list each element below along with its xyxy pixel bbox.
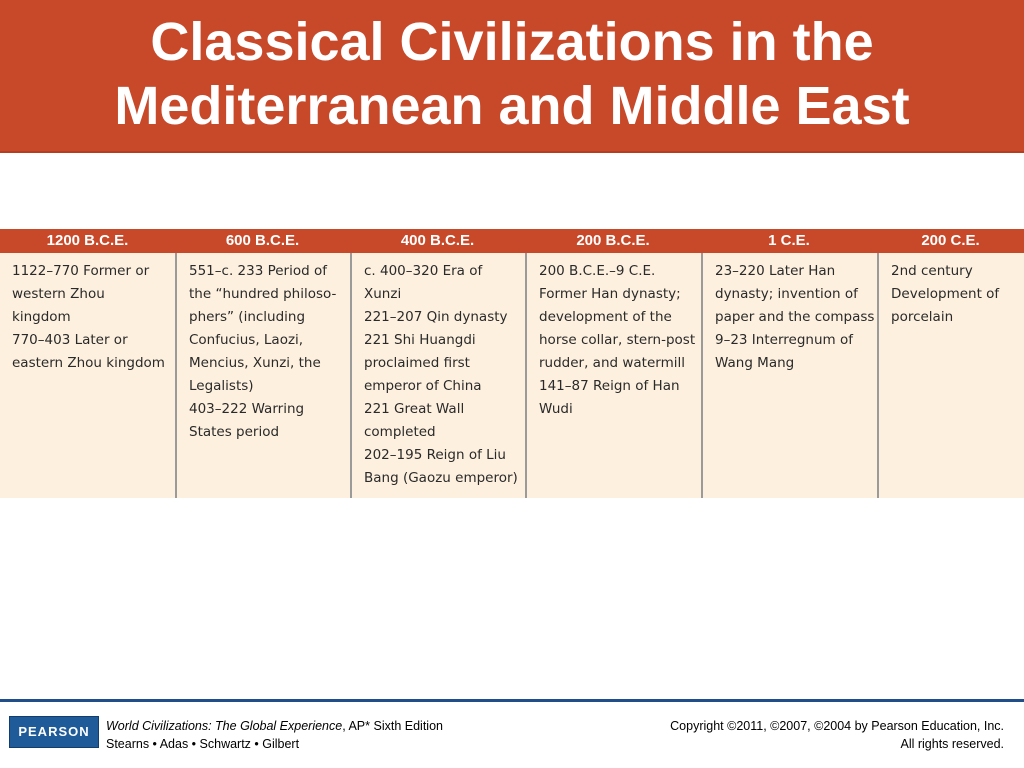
timeline-entry: 23–220 Later Han <box>715 263 836 279</box>
timeline-entry: 221–207 Qin dynasty <box>364 309 508 325</box>
timeline-entry: 141–87 Reign of Han <box>539 378 680 394</box>
timeline-entry: Confucius, Laozi, <box>189 332 304 348</box>
timeline-entry: rudder, and watermill <box>539 355 686 371</box>
footer-edition: , AP* Sixth Edition <box>342 719 443 733</box>
footer-divider <box>0 699 1024 702</box>
timeline-entry: phers” (including <box>189 309 306 325</box>
timeline-entry: eastern Zhou kingdom <box>12 355 165 371</box>
timeline-entry: Wang Mang <box>715 355 795 371</box>
timeline-entry: Bang (Gaozu emperor) <box>364 470 518 486</box>
pearson-logo: PEARSON <box>9 716 99 748</box>
timeline-entry: horse collar, stern-post <box>539 332 696 348</box>
timeline-header-600-bce: 600 B.C.E. <box>225 232 300 249</box>
timeline-entry: 9–23 Interregnum of <box>715 332 853 348</box>
timeline-entry: 770–403 Later or <box>12 332 128 348</box>
timeline-entry: Development of <box>891 286 1000 302</box>
timeline-entry: emperor of China <box>364 378 482 394</box>
timeline-header-200-bce: 200 B.C.E. <box>576 232 650 249</box>
timeline-column-200-bce <box>525 253 701 498</box>
timeline-entry: paper and the compass <box>715 309 875 325</box>
timeline-header-1200-bce: 1200 B.C.E. <box>46 232 129 249</box>
timeline-entry: Legalists) <box>189 378 254 394</box>
footer-rights-line: All rights reserved. <box>900 737 1004 751</box>
timeline-header-1-ce: 1 C.E. <box>768 232 810 249</box>
timeline-column-400-bce <box>350 253 525 498</box>
timeline-entry: Xunzi <box>364 286 402 302</box>
timeline-entry: western Zhou <box>12 286 105 302</box>
timeline-header-400-bce: 400 B.C.E. <box>400 232 475 249</box>
timeline-table <box>0 229 1024 498</box>
timeline-entry: 2nd century <box>891 263 973 279</box>
timeline-header-row <box>0 229 1024 253</box>
timeline-entry: porcelain <box>891 309 954 325</box>
footer-book-title: World Civilizations: The Global Experience <box>106 719 343 733</box>
timeline-entry: Wudi <box>539 401 573 417</box>
timeline-entry: completed <box>364 424 436 440</box>
slide-title-line-1: Classical Civilizations in the <box>150 12 874 72</box>
timeline-entry: 202–195 Reign of Liu <box>364 447 506 463</box>
timeline-entry: 200 B.C.E.–9 C.E. <box>539 263 656 279</box>
timeline-entry: 1122–770 Former or <box>12 263 150 279</box>
timeline-entry: kingdom <box>12 309 71 325</box>
timeline-entry: States period <box>189 424 280 440</box>
timeline-column-600-bce <box>175 253 350 498</box>
title-banner <box>0 0 1024 153</box>
timeline-entry: development of the <box>539 309 672 325</box>
slide-title <box>0 10 1024 138</box>
footer-copyright <box>670 717 1004 753</box>
timeline-header-200-ce: 200 C.E. <box>921 232 980 249</box>
timeline-column-1-ce <box>701 253 877 498</box>
timeline-column-200-ce <box>877 253 1024 498</box>
slide-title-line-2: Mediterranean and Middle East <box>114 76 910 136</box>
footer-book-line <box>106 717 443 735</box>
timeline-entry: 221 Shi Huangdi <box>364 332 476 348</box>
timeline-entry: Mencius, Xunzi, the <box>189 355 321 371</box>
timeline-body <box>0 253 1024 498</box>
footer-authors: Stearns • Adas • Schwartz • Gilbert <box>106 737 300 751</box>
footer-copyright-line: Copyright ©2011, ©2007, ©2004 by Pearson Education, Inc. <box>670 719 1004 733</box>
timeline-entry: proclaimed first <box>364 355 470 371</box>
footer-citation <box>106 717 443 753</box>
timeline-entry: 221 Great Wall <box>364 401 465 417</box>
timeline-entry: dynasty; invention of <box>715 286 858 302</box>
timeline-entry: Former Han dynasty; <box>539 286 681 302</box>
timeline-entry: c. 400–320 Era of <box>364 263 483 279</box>
timeline-entry: the “hundred philoso- <box>189 286 337 302</box>
timeline-column-1200-bce <box>0 253 175 498</box>
timeline-entry: 403–222 Warring <box>189 401 305 417</box>
timeline-entry: 551–c. 233 Period of <box>189 263 327 279</box>
